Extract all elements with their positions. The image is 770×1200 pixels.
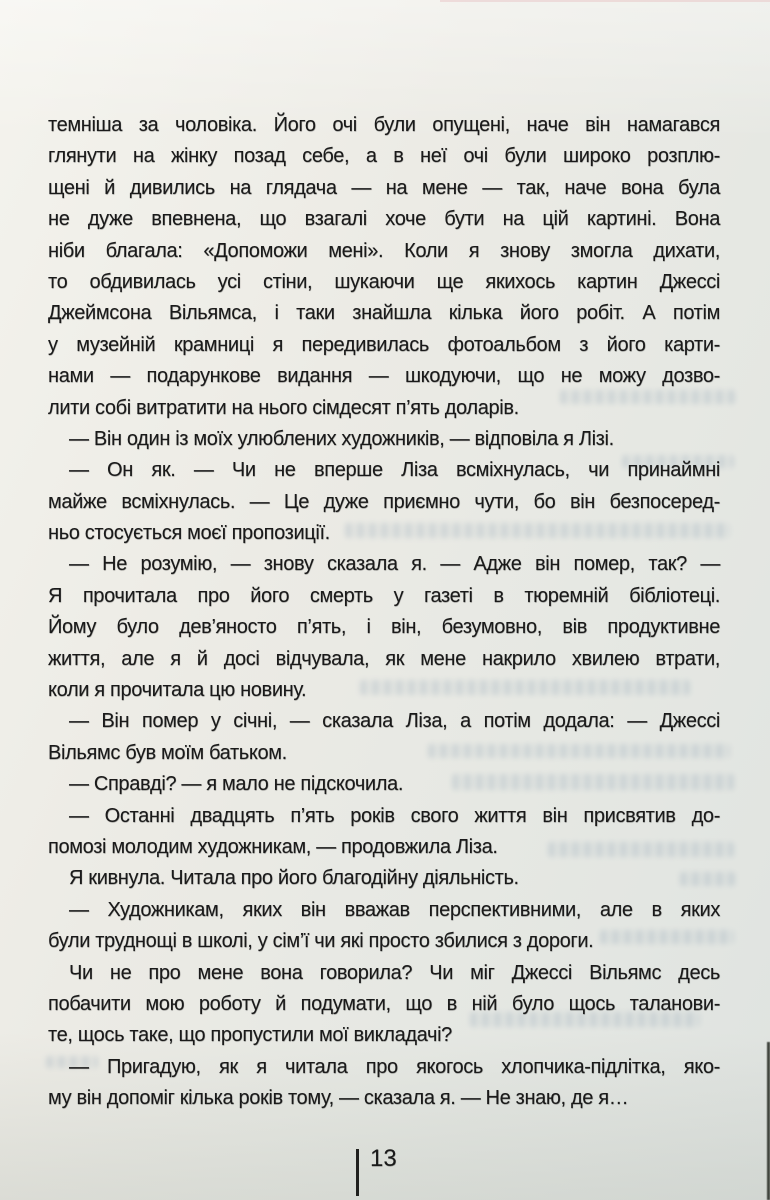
text-line: життя, але я й досі відчувала, як мене накрило хвилею втрати, [48,647,720,670]
paragraph [48,958,720,1052]
text-line: нами — подарункове видання — шкодуючи, що не можу дозво- [48,365,720,388]
text-line: Чи не про мене вона говорила? Чи міг Джессі Вільямс десь [69,961,720,984]
paragraph [48,110,720,424]
text-line: темніша за чоловіка. Його очі були опущені, наче він намагався [48,114,720,136]
text-line: — Справді? — я мало не підскочила. [69,773,404,796]
text-line: Йому було дев’яносто п’ять, і він, безумовно, вів продуктивне [48,616,720,639]
text-line: лити собі витратити на нього сімдесят п’ять доларів. [48,396,519,419]
text-line: — Он як. — Чи не вперше Ліза всміхнулась, чи принаймні [69,459,720,482]
paragraph [48,801,720,864]
text-line: щені й дивились на глядача — на мене — так, наче вона була [48,176,720,199]
paragraph [48,549,720,706]
text-line: — Він один із моїх улюблених художників, — відповіла я Лізі. [69,427,614,450]
page-number: 13 [370,1145,397,1172]
paragraph [48,706,720,769]
paragraph [48,455,720,549]
text-line: глянути на жінку позад себе, а в неї очі були широко розплю- [48,145,720,168]
text-line: Джеймсона Вільямса, і таки знайшла кілька його робіт. А потім [48,302,720,325]
text-line: то обдивилась усі стіни, шукаючи ще якихось картин Джессі [48,270,720,293]
text-line: ньо стосується моєї пропозиції. [48,522,330,545]
paragraph [48,769,720,800]
text-line: — Останні двадцять п’ять років свого життя він присвятив до- [69,804,720,827]
text-line: помозі молодим художникам, — продовжила Ліза. [48,835,498,858]
text-line: майже всміхнулась. — Це дуже приємно чути, бо він безпосеред- [48,490,720,513]
text-line: — Художникам, яких він вважав перспективними, але в яких [69,898,720,921]
text-line: були труднощі в школі, у сім’ї чи які просто збилися з дороги. [48,930,594,953]
text-line: те, щось таке, що пропустили мої викладачі? [48,1024,452,1047]
text-line: Я кивнула. Читала про його благодійну діяльність. [69,867,519,890]
text-line: — Не розумію, — знову сказала я. — Адже він помер, так? — [69,553,720,576]
text-line: ніби благала: «Допоможи мені». Коли я знову змогла дихати, [48,239,720,262]
text-line: не дуже впевнена, що взагалі хоче бути на цій картині. Вона [48,208,720,231]
body-text [48,110,720,1115]
text-line: Вільямс був моїм батьком. [48,741,287,764]
text-line: побачити мою роботу й подумати, що в ній було щось таланови- [48,992,720,1015]
paragraph [48,895,720,958]
text-line: Я прочитала про його смерть у газеті в тюремній бібліотеці. [48,584,720,607]
paragraph [48,1052,720,1115]
paragraph [48,863,720,894]
text-line: коли я прочитала цю новину. [48,679,307,702]
footer-rule [356,1149,359,1196]
text-line: — Він помер у січні, — сказала Ліза, а потім додала: — Джессі [69,710,720,733]
text-line: у музейній крамниці я передивилась фотоальбом з його карти- [48,333,720,356]
text-line: — Пригадую, як я читала про якогось хлопчика-підлітка, яко- [69,1055,720,1078]
paragraph [48,424,720,455]
text-line: му він допоміг кілька років тому, — сказала я. — Не знаю, де я… [48,1087,629,1110]
scan-edge-artifact-top [440,0,770,2]
